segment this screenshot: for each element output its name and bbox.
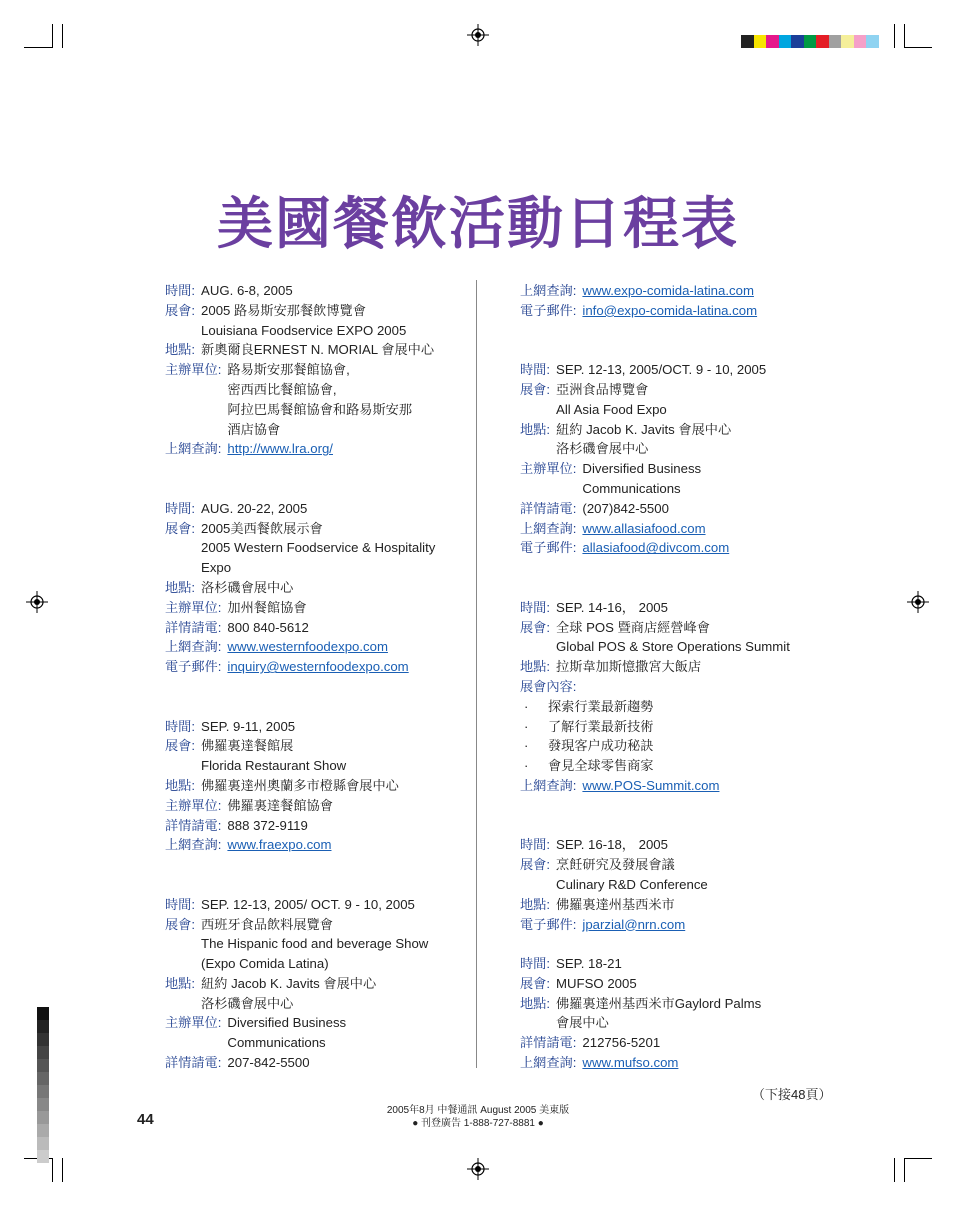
field-label: 展會: [520,857,551,873]
event-field [520,835,840,855]
field-value [201,499,470,519]
field-line: Louisiana Foodservice EXPO 2005 [201,322,407,338]
crop-mark [62,24,63,48]
field-label: 電子郵件: [520,916,577,932]
field-line: 佛羅裏達州基西米市Gaylord Palms [556,995,762,1011]
field-line: 西班牙食品飲料展覽會 [201,916,333,932]
field-label: 主辦單位: [165,599,222,615]
event-field [165,816,470,836]
event-field [165,360,470,439]
crop-mark [24,47,52,48]
color-swatch [816,35,829,48]
event-link[interactable]: www.westernfoodexpo.com [227,639,388,655]
event-field [165,340,470,360]
event-field [520,776,840,796]
field-label: 詳情請電: [165,817,222,833]
event-field [165,736,470,776]
field-line: 會展中心 [556,1015,609,1031]
field-line: SEP. 12-13, 2005/ OCT. 9 - 10, 2005 [201,896,415,912]
field-value [227,439,470,459]
field-label: 主辦單位: [520,461,577,477]
event-field [520,1053,840,1073]
field-label: 上網查詢: [520,520,577,536]
event-listing [165,281,470,459]
gray-swatch [37,1020,49,1033]
field-value [582,301,840,321]
field-label: 展會: [520,619,551,635]
field-label: 時間: [520,837,551,853]
event-field [165,1053,470,1073]
field-line: Expo [201,560,232,576]
field-line: 拉斯韋加斯憶撒宮大飯店 [556,659,702,675]
event-field [520,538,840,558]
bullet-text: 探索行業最新趨勢 [548,698,654,714]
event-link[interactable]: jparzial@nrn.com [582,916,686,932]
field-value [582,281,840,301]
event-field [520,915,840,935]
field-value [201,717,470,737]
crop-mark [904,24,905,48]
bullet-item [520,717,840,737]
field-line: 212756-5201 [582,1035,661,1051]
field-value [201,340,470,360]
field-label: 展會: [165,916,196,932]
field-label: 上網查詢: [520,1055,577,1071]
field-line: All Asia Food Expo [556,401,667,417]
event-field [165,796,470,816]
field-line: 207-842-5500 [227,1055,310,1071]
field-line: Communications [227,1035,326,1051]
field-value [556,420,840,460]
field-label: 詳情請電: [165,619,222,635]
event-listing [520,281,840,321]
event-field [165,637,470,657]
field-line: 佛羅裏達餐館協會 [227,797,333,813]
field-value [201,578,470,598]
footer-line: ● 刊登廣告 1-888-727-8881 ● [412,1118,544,1129]
field-line: SEP. 18-21 [556,956,622,972]
field-value [556,657,840,677]
event-link[interactable]: www.fraexpo.com [227,837,332,853]
event-field [165,974,470,1014]
bullet-item [520,756,840,776]
field-label: 展會: [165,302,196,318]
event-field [520,855,840,895]
crop-mark [904,47,932,48]
bullet-text: 會見全球零售商家 [548,758,654,774]
field-value [227,796,470,816]
field-label: 詳情請電: [520,1035,577,1051]
registration-mark-icon [907,591,929,613]
field-value [227,1013,470,1053]
field-label: 地點: [165,342,196,358]
page-number: 44 [137,1111,154,1128]
event-field [520,954,840,974]
field-label: 地點: [520,896,551,912]
page-title: 美國餐飲活動日程表 [217,192,739,257]
field-line: 洛杉磯會展中心 [556,441,649,457]
field-line: 阿拉巴馬餐館協會和路易斯安那 [227,401,413,417]
event-link[interactable]: info@expo-comida-latina.com [582,302,758,318]
color-swatch [866,35,879,48]
event-field [165,717,470,737]
crop-mark [62,1158,63,1182]
gray-scale-bar [37,1007,49,1163]
field-label: 上網查詢: [520,283,577,298]
field-value [582,677,840,697]
field-line: Culinary R&D Conference [556,876,708,892]
field-label: 主辦單位: [165,362,222,378]
field-label: 展會: [520,975,551,991]
field-line: SEP. 14-16， 2005 [556,599,668,615]
event-field [520,618,840,658]
field-label: 詳情請電: [520,500,577,516]
event-field [165,519,470,578]
event-link[interactable]: www.allasiafood.com [582,520,706,536]
gray-swatch [37,1007,49,1020]
bullet-item [520,736,840,756]
field-line: 加州餐館協會 [227,599,307,615]
left-column [165,281,470,1112]
field-line: 紐約 Jacob K. Javits 會展中心 [556,421,732,437]
field-value [556,895,840,915]
event-field [520,499,840,519]
field-label: 展會: [165,520,196,536]
footer [300,1104,656,1130]
field-value [556,360,840,380]
field-label: 上網查詢: [165,837,222,853]
event-field [520,677,840,697]
field-value [582,1053,840,1073]
field-line: 800 840-5612 [227,619,309,635]
field-line: 全球 POS 暨商店經營峰會 [556,619,710,635]
event-field [165,835,470,855]
field-line: 新奧爾良ERNEST N. MORIAL 會展中心 [201,342,435,358]
gray-swatch [37,1059,49,1072]
field-value [556,974,840,994]
field-line: 密西西比餐館協會, [227,381,337,397]
field-label: 上網查詢: [165,639,222,655]
field-line: 酒店協會 [227,421,281,437]
field-value [556,598,840,618]
event-field [165,439,470,459]
field-line: AUG. 20-22, 2005 [201,500,308,516]
event-listing [520,835,840,934]
field-label: 電子郵件: [520,540,577,556]
field-line: 佛羅裏達餐館展 [201,738,294,754]
event-field [165,301,470,341]
field-label: 地點: [520,421,551,437]
color-swatch [779,35,792,48]
event-field [520,657,840,677]
field-value [201,915,470,974]
event-link[interactable]: http://www.lra.org/ [227,441,333,457]
bullet-item [520,697,840,717]
continued-note: （下接48頁） [752,1087,832,1102]
field-label: 上網查詢: [165,441,222,457]
field-label: 地點: [520,659,551,675]
field-line: 洛杉磯會展中心 [201,995,294,1011]
field-value [582,459,840,499]
event-field [520,360,840,380]
field-label: 展會: [520,381,551,397]
field-line: 2005 Western Foodservice & Hospitality [201,540,436,556]
gray-swatch [37,1150,49,1163]
field-line: 888 372-9119 [227,817,308,833]
field-value [201,519,470,578]
crop-mark [52,24,53,48]
field-value [227,657,470,677]
registration-mark-icon [467,24,489,46]
event-field [165,1013,470,1053]
field-line: 紐約 Jacob K. Javits 會展中心 [201,975,377,991]
event-field [165,618,470,638]
field-label: 地點: [165,777,196,793]
field-value [582,1033,840,1053]
field-label: 電子郵件: [165,659,222,675]
field-label: 時間: [165,283,196,298]
event-field [165,499,470,519]
event-field [520,994,840,1034]
event-field [165,657,470,677]
field-line: 2005 路易斯安那餐飲博覽會 [201,302,366,318]
color-swatch [766,35,779,48]
color-swatch [741,35,754,48]
event-field [165,281,470,301]
field-line: 烹飪研究及發展會議 [556,857,675,873]
gray-swatch [37,1124,49,1137]
bullet-icon: · [524,738,529,754]
event-link[interactable]: allasiafood@divcom.com [582,540,730,556]
color-bar [741,35,879,48]
event-field [520,281,840,301]
field-value [227,637,470,657]
gray-swatch [37,1137,49,1150]
event-listing [520,598,840,796]
field-value [201,895,470,915]
bullet-icon: · [524,698,529,714]
field-value [227,598,470,618]
field-line: Diversified Business [227,1015,347,1031]
color-swatch [791,35,804,48]
field-line: AUG. 6-8, 2005 [201,283,293,298]
field-value [201,776,470,796]
field-value [556,994,840,1034]
event-field [165,895,470,915]
color-swatch [804,35,817,48]
field-value [556,835,840,855]
field-value [556,380,840,420]
bullet-text: 發現客户成功秘訣 [548,738,654,754]
field-value [201,281,470,301]
field-value [556,618,840,658]
field-label: 時間: [520,956,551,972]
field-value [227,360,470,439]
color-swatch [829,35,842,48]
field-line: (Expo Comida Latina) [201,956,329,972]
field-label: 電子郵件: [520,302,577,318]
field-line: MUFSO 2005 [556,975,637,991]
footer-line: 2005年8月 中餐通訊 August 2005 美東版 [386,1105,570,1116]
event-link[interactable]: www.POS-Summit.com [582,777,720,793]
event-field [165,578,470,598]
field-value [227,618,470,638]
event-link[interactable]: www.expo-comida-latina.com [582,283,754,298]
field-label: 時間: [165,718,196,734]
event-field [520,1033,840,1053]
event-listing [520,360,840,558]
field-label: 上網查詢: [520,777,577,793]
field-value [556,954,840,974]
gray-swatch [37,1046,49,1059]
event-field [165,915,470,974]
field-line: 路易斯安那餐館協會, [227,362,350,378]
event-field [520,420,840,460]
field-label: 地點: [165,975,196,991]
field-line: 2005美西餐飲展示會 [201,520,323,536]
field-label: 時間: [165,896,196,912]
field-value [201,736,470,776]
registration-mark-icon [467,1158,489,1180]
event-field [165,598,470,618]
gray-swatch [37,1033,49,1046]
column-divider [476,280,477,1068]
event-field [520,459,840,499]
event-listing [520,954,840,1073]
crop-mark [894,1158,895,1182]
bullet-icon: · [524,718,529,734]
field-value [582,915,840,935]
event-field [165,776,470,796]
event-listing [165,895,470,1073]
event-link[interactable]: www.mufso.com [582,1055,679,1071]
field-line: (207)842-5500 [582,500,669,516]
gray-swatch [37,1072,49,1085]
field-value [582,776,840,796]
event-listing [165,499,470,677]
event-link[interactable]: inquiry@westernfoodexpo.com [227,659,409,675]
field-value [227,835,470,855]
field-label: 時間: [165,500,196,516]
field-label: 地點: [165,579,196,595]
field-label: 時間: [520,599,551,615]
field-line: 洛杉磯會展中心 [201,579,294,595]
registration-mark-icon [26,591,48,613]
gray-swatch [37,1111,49,1124]
field-line: SEP. 9-11, 2005 [201,718,296,734]
gray-swatch [37,1098,49,1111]
field-line: Communications [582,480,681,496]
field-label: 詳情請電: [165,1055,222,1071]
field-line: Florida Restaurant Show [201,758,347,774]
crop-mark [904,1158,905,1182]
field-value [582,519,840,539]
field-value [582,538,840,558]
field-label: 展會內容: [520,678,577,694]
field-value [582,499,840,519]
right-column [520,281,840,1112]
event-field [520,301,840,321]
field-line: SEP. 12-13, 2005/OCT. 9 - 10, 2005 [556,362,767,378]
event-field [520,974,840,994]
color-swatch [854,35,867,48]
event-field [520,895,840,915]
event-listing [165,717,470,856]
field-label: 展會: [165,738,196,754]
field-label: 主辦單位: [165,1015,222,1031]
field-value [556,855,840,895]
crop-mark [894,24,895,48]
event-field [520,380,840,420]
field-line: The Hispanic food and beverage Show [201,936,429,952]
field-line: 佛羅裏達州基西米市 [556,896,675,912]
field-line: Diversified Business [582,461,702,477]
bullet-text: 了解行業最新技術 [548,718,654,734]
field-label: 地點: [520,995,551,1011]
color-swatch [754,35,767,48]
field-line: Global POS & Store Operations Summit [556,639,790,655]
field-value [201,301,470,341]
color-swatch [841,35,854,48]
bullet-icon: · [524,758,529,774]
event-field [520,519,840,539]
crop-mark [52,1158,53,1182]
field-label: 主辦單位: [165,797,222,813]
field-line: SEP. 16-18， 2005 [556,837,668,853]
crop-mark [904,1158,932,1159]
field-line: 亞洲食品博覽會 [556,381,649,397]
field-label: 時間: [520,362,551,378]
field-value [201,974,470,1014]
event-field [520,598,840,618]
field-value [227,1053,470,1073]
field-value [227,816,470,836]
gray-swatch [37,1085,49,1098]
field-line: 佛羅裏達州奧蘭多市橙縣會展中心 [201,777,399,793]
